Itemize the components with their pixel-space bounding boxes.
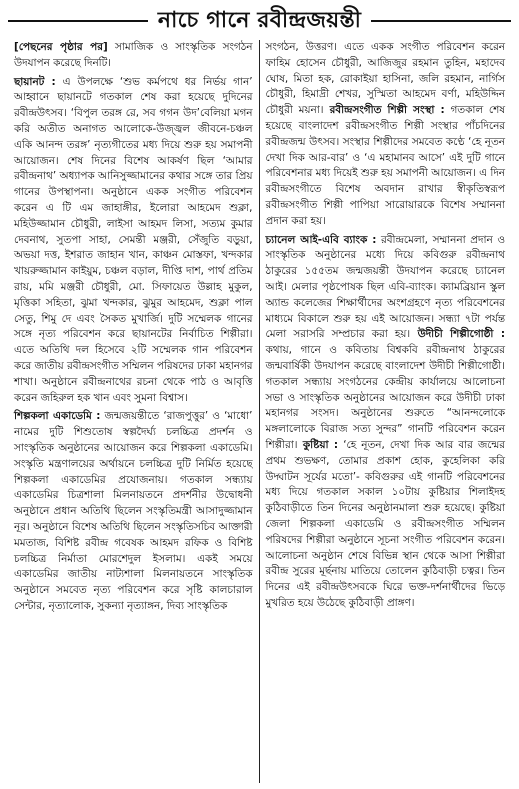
paragraph-intro (14, 40, 253, 72)
subhead-udichi: উদীচী শিল্পীগোষ্ঠী : (410, 328, 505, 341)
paragraph-shilpakala (14, 409, 253, 614)
paragraph-channel-i-text: রবীন্দ্রমেলা, সম্মাননা প্রদান ও সাংস্কৃতিক অনুষ্ঠানের মধ্যে দিয়ে কবিগুরু রবীন্দ্রনাথ ঠাকুরের ১৫৫তম জন্মজয়ন্তী উদযাপন করেছে চ্যানেল আই। মেলার পৃষ্ঠপোষক ছিল এবি-ব্যাংক। ক্যামব্রিয়ান স্কুল অ্যান্ড কলেজের শিক্ষার্থীদের অংশগ্রহণে নৃত্য পরিবেশনের মাধ্যমে বিকালে শুরু হয় এই আয়োজন। সন্ধ্যা ৭টা পর্যন্ত মেলা সরাসরি সম্প্রচার করা হয়। (265, 233, 505, 341)
paragraph-intro-text: সামাজিক ও সাংস্কৃতিক সংগঠন উদযাপন করেছে দিনটি। (14, 41, 253, 69)
right-column (260, 40, 512, 783)
headline-rule-left (8, 20, 148, 22)
paragraph-chhayanaut (14, 75, 253, 407)
subhead-shilpakala: শিল্পকলা একাডেমি : (14, 410, 101, 423)
paragraph-continued-text: সংগঠন, উত্তরণ। এতে একক সংগীত পরিবেশন করেন ফাহিম হোসেন চৌধুরী, আজিজুর রহমান তুহিন, মহাদেব ঘোষ, মিতা হক, রোকাইয়া হাসিনা, জলি রহমান, নার্গিস চৌধুরী, হিমাদ্রী শেখর, সুস্মিতা আহমেদ বর্ণা, মহিউদ্দিন চৌধুরী ময়না। (265, 41, 505, 117)
paragraph-rabindra-sangeet-text: গতকাল শেষ হয়েছে বাংলাদেশ রবীন্দ্রসংগীত শিল্পী সংস্থার পাঁচদিনের রবীন্দ্রজন্ম উৎসব। সংস্থার শিল্পীদের সমবেত কণ্ঠে ‘হে নূতন দেখা দিক আর-বার’ ও ‘এ মহামানব আসে’ এই দুটি গানে পরিবেশনার মধ্য দিয়েই শুরু হয় সমাপনী আয়োজন। এ দিন রবীন্দ্রসংগীতে বিশেষ অবদান রাখার স্বীকৃতিস্বরূপ রবীন্দ্রসংগীত শিল্পী পাপিয়া সারোয়ারকে বিশেষ সম্মাননা প্রদান করা হয়। (265, 104, 506, 227)
paragraph-udichi-text: কথায়, গানে ও কবিতায় বিশ্বকবি রবীন্দ্রনাথ ঠাকুরের জন্মবার্ষিকী উদযাপন করেছে বাংলাদেশ উদীচী শিল্পীগোষ্ঠী। গতকাল সন্ধ্যায় সংগঠনের কেন্দ্রীয় কার্যালয়ে আলোচনা সভা ও সাংস্কৃতিক অনুষ্ঠানের আয়োজন করে উদীচী ঢাকা মহানগর সংসদ। অনুষ্ঠানের শুরুতে “আনন্দলোকে মঙ্গলালোকে বিরাজ সত্য সুন্দর” গানটি পরিবেশন করেন শিল্পীরা। (265, 344, 505, 451)
paragraph-chhayanaut-text: এ উপলক্ষে ‘শুভ কর্মপথে ধর নির্ভয় গান’ আহ্বানে ছায়ানটে গতকাল শেষ করা হয়েছে দুদিনের রবীন্দ্রউৎসব। ‘বিপুল তরঙ্গ রে, সব গগন উদ’বেলিয়া মগন করি অতীত অনাগত আলোকে-উজ্জ্বল জীবনে-চঞ্চল একি আনন্দ তরঙ্গ’ নৃত্যগীতের মধ্য দিয়ে শুরু হয় সমাপনী আয়োজন। শেষ দিনের বিশেষ আকর্ষণ ছিল ‘আমার রবীন্দ্রনাথ’ অধ্যাপক আনিসুজ্জামানের কথার সঙ্গে তার প্রিয় গানের উপস্থাপনা। অনুষ্ঠানে একক সংগীত পরিবেশন করেন এ টি এম জাহাঙ্গীর, ইলোরা আহমেদ শুক্লা, মহিউজ্জামান চৌধুরী, লাইসা আহমদ লিসা, সত্যম কুমার দেবনাথ, সুতপা সাহা, সেমন্তী মঞ্জরী, সেঁজুতি বড়ুয়া, অভয়া দত্ত, ইশরাত জাহান খান, কাঞ্চন মোস্তফা, খন্দকার খায়রুজ্জামান কাইয়ুম, চঞ্চল বড়াল, দীপ্তি দাশ, পার্থ প্রতিম রায়, মমি মঞ্জরী চৌধুরী, মো. সিফায়েত উল্লাহ মুকুল, মৃত্তিকা সহিতা, ঝুমা খন্দকার, ঝুমুর আহমেদ, শুক্লা পাল সেতু, শিমু দে এবং সৈকত মুখার্জি। দুটি সম্মেলক গানের সঙ্গে নৃত্য পরিবেশন করে ছায়ানটের নির্বাচিত শিল্পীরা। এতে অতিথি দল হিসেবে ২টি সম্মেলক গান পরিবেশন করে জাতীয় রবীন্দ্রসংগীত সম্মিলন পরিষদের ঢাকা মহানগর শাখা। অনুষ্ঠানে রবীন্দ্রনাথের রচনা থেকে পাঠ ও আবৃত্তি করেন জহিরুল হক খান এবং সুমনা বিশ্বাস। (14, 75, 253, 404)
continued-from-back-page: [পেছনের পৃষ্ঠার পর] (14, 41, 108, 53)
headline-row (0, 4, 519, 38)
left-column (8, 40, 260, 783)
paragraph-kushtia-text: ‘হে নূতন, দেখা দিক আর বার জন্মের প্রথম শুভক্ষণ, তোমার প্রকাশ হোক, কুহেলিকা করি উদ্ঘাটন সূর্যের মতো’- কবিগুরুর এই গানটি পরিবেশনের মধ্য দিয়ে গতকাল সকাল ১০টায় কুষ্টিয়ার শিলাইদহ কুঠিবাড়ীতে তিন দিনের অনুষ্ঠানমালা শুরু হয়েছে। কুষ্টিয়া জেলা শিল্পকলা একাডেমি ও রবীন্দ্রসংগীত সম্মিলন পরিষদের শিল্পীরা অনুষ্ঠানে সূচনা সংগীত পরিবেশন করেন। আলোচনা অনুষ্ঠান শেষে বিভিন্ন স্থান থেকে আসা শিল্পীরা রবীন্দ্র সুরের মূর্ছনায় মাতিয়ে তোলেন কুঠিবাড়ী চত্বর। তিন দিনের এই রবীন্দ্রউৎসবকে ঘিরে ভক্ত-দর্শনার্থীদের ভিড়ে মুখরিত হয়ে উঠেছে কুঠিবাড়ী প্রাঙ্গণ। (265, 438, 505, 609)
subhead-rabindra-sangeet-shilpi: রবীন্দ্রসংগীত শিল্পী সংস্থা : (323, 104, 445, 117)
article-columns (8, 40, 511, 783)
headline-rule-right (371, 20, 511, 22)
subhead-channel-i: চ্যানেল আই-এবি ব্যাংক : (265, 233, 377, 246)
paragraph-shilpakala-text: জন্মজয়ন্তীতে ‘রাজপুত্তুর’ ও ‘মাধো’ নামের দুটি শিশুতোষ স্বল্পদৈর্ঘ্য চলচ্চিত্র প্রদর্শন ও সাংস্কৃতিক অনুষ্ঠানের আয়োজন করে শিল্পকলা একাডেমি। সংস্কৃতি মন্ত্রণালয়ের অর্থায়নে চলচ্চিত্র দুটি নির্মিত হয়েছে শিল্পকলা একাডেমির প্রযোজনায়। গতকাল সন্ধ্যায় একাডেমির চিত্রশালা মিলনায়তনে প্রদর্শনীর উদ্বোধনী অনুষ্ঠানে প্রধান অতিথি ছিলেন সংস্কৃতিমন্ত্রী আসাদুজ্জামান নূর। অনুষ্ঠানে বিশেষ অতিথি ছিলেন সংস্কৃতিসচিব আক্তারী মমতাজ, বিশিষ্ট রবীন্দ্র গবেষক আহমদ রফিক ও বিশিষ্ট চলচ্চিত্র নির্মাতা মোরশেদুল ইসলাম। একই সময়ে একাডেমির জাতীয় নাট্যশালা মিলনায়তনে সাংস্কৃতিক অনুষ্ঠানে সমবেত নৃত্য পরিবেশন করে সৃষ্টি কালচারাল সেন্টার, নৃত্যালোক, সুকন্যা নৃত্যাঙ্গন, দিব্য সাংস্কৃতিক (14, 410, 253, 612)
paragraph-channel-i (266, 233, 506, 612)
headline: নাচে গানে রবীন্দ্রজয়ন্তী (157, 7, 362, 33)
subhead-chhayanaut: ছায়ানট : (14, 75, 56, 88)
subhead-kushtia: কুষ্টিয়া : (297, 438, 339, 451)
paragraph-continued (266, 40, 506, 230)
